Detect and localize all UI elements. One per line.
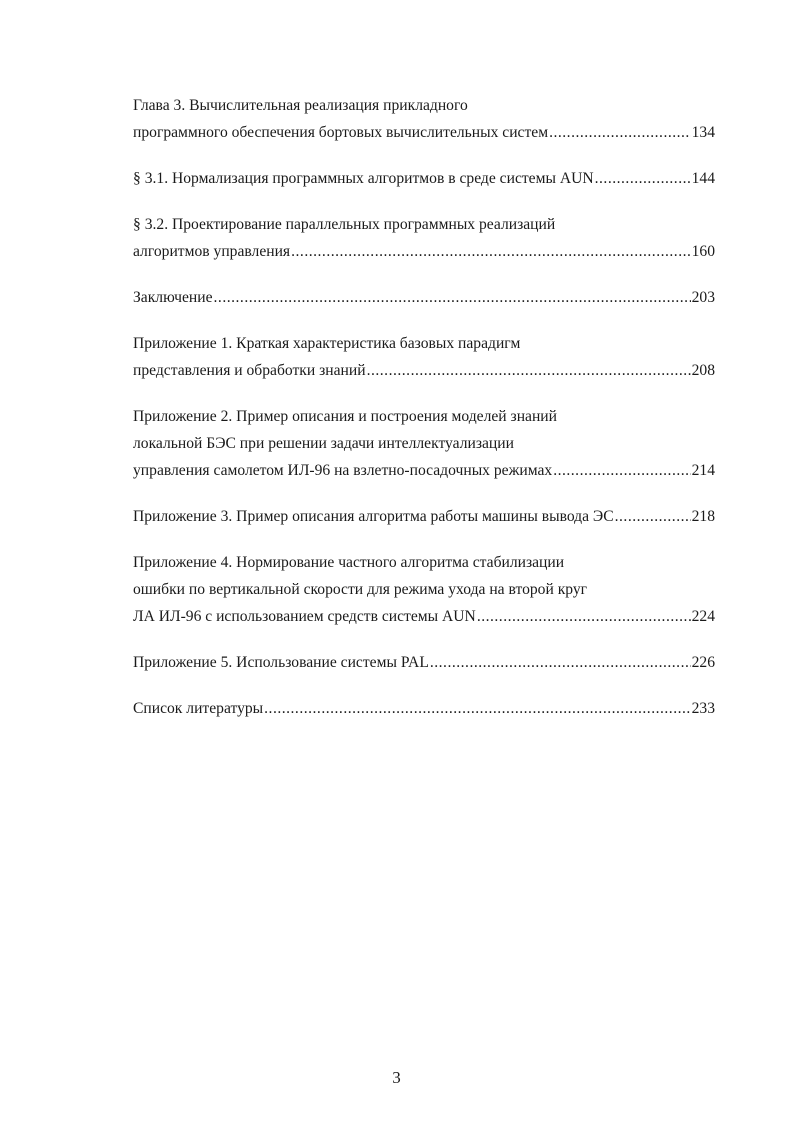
toc-page-number: 203 xyxy=(691,289,715,306)
toc-entry-final-line xyxy=(133,284,715,311)
toc-entry-text-line: Заключение xyxy=(133,289,213,306)
toc-page-number: 218 xyxy=(691,508,715,525)
dot-leader xyxy=(553,457,690,484)
toc-page-number: 214 xyxy=(691,462,715,479)
toc-entry-appendix-4 xyxy=(133,549,715,630)
toc-entry-final-line xyxy=(133,649,715,676)
dot-leader xyxy=(214,284,691,311)
toc-entry-conclusion xyxy=(133,284,715,311)
toc-entry-text-line: Приложение 3. Пример описания алгоритма работы машины вывода ЭС xyxy=(133,508,614,525)
toc-entry-section-3-1 xyxy=(133,165,715,192)
toc-entry-text-line: Глава 3. Вычислительная реализация прикладного xyxy=(133,97,468,114)
toc-entry-final-line xyxy=(133,238,715,265)
toc-entry-final-line xyxy=(133,603,715,630)
toc-entry-text-line: ошибки по вертикальной скорости для режима ухода на второй круг xyxy=(133,581,588,598)
toc-entry-final-line xyxy=(133,119,715,146)
toc-entry-appendix-1 xyxy=(133,330,715,384)
dot-leader xyxy=(615,503,691,530)
toc-page-number: 226 xyxy=(691,654,715,671)
toc-entry-text-line: Приложение 2. Пример описания и построения моделей знаний xyxy=(133,408,558,425)
dot-leader xyxy=(291,238,690,265)
dot-leader xyxy=(367,357,691,384)
dot-leader xyxy=(595,165,691,192)
toc-entry-text-line: § 3.2. Проектирование параллельных программных реализаций xyxy=(133,216,556,233)
toc-entry-text-line: представления и обработки знаний xyxy=(133,362,366,379)
toc-entry-appendix-5 xyxy=(133,649,715,676)
toc-entry-final-line xyxy=(133,503,715,530)
page-number: 3 xyxy=(392,1068,401,1087)
toc-entry-references xyxy=(133,695,715,722)
toc-entry-chapter-3 xyxy=(133,92,715,146)
toc-entry-section-3-2 xyxy=(133,211,715,265)
toc-page-number: 208 xyxy=(691,362,715,379)
toc-entry-text-line: § 3.1. Нормализация программных алгоритмов в среде системы AUN xyxy=(133,170,594,187)
toc-entry-text-line: локальной БЭС при решении задачи интеллектуализации xyxy=(133,435,514,452)
table-of-contents xyxy=(133,92,715,722)
toc-entry-final-line xyxy=(133,357,715,384)
toc-entry-text-line: Приложение 5. Использование системы PAL xyxy=(133,654,429,671)
toc-page-number: 144 xyxy=(691,170,715,187)
dot-leader xyxy=(549,119,691,146)
toc-entry-appendix-3 xyxy=(133,503,715,530)
toc-page-number: 224 xyxy=(691,608,715,625)
toc-entry-text-line: Приложение 1. Краткая характеристика базовых парадигм xyxy=(133,335,521,352)
toc-entry-text-line: алгоритмов управления xyxy=(133,243,291,260)
toc-page-number: 160 xyxy=(691,243,715,260)
dot-leader xyxy=(477,603,691,630)
toc-page-number: 233 xyxy=(691,700,715,717)
toc-entry-final-line xyxy=(133,695,715,722)
toc-entry-text-line: Приложение 4. Нормирование частного алгоритма стабилизации xyxy=(133,554,565,571)
toc-entry-text-line: управления самолетом ИЛ-96 на взлетно-посадочных режимах xyxy=(133,462,553,479)
dot-leader xyxy=(264,695,690,722)
toc-entry-appendix-2 xyxy=(133,403,715,484)
toc-entry-text-line: Список литературы xyxy=(133,700,264,717)
dot-leader xyxy=(430,649,691,676)
toc-page-number: 134 xyxy=(691,124,715,141)
toc-entry-final-line xyxy=(133,165,715,192)
toc-entry-text-line: ЛА ИЛ-96 с использованием средств системы AUN xyxy=(133,608,476,625)
toc-entry-final-line xyxy=(133,457,715,484)
toc-entry-text-line: программного обеспечения бортовых вычислительных систем xyxy=(133,124,549,141)
